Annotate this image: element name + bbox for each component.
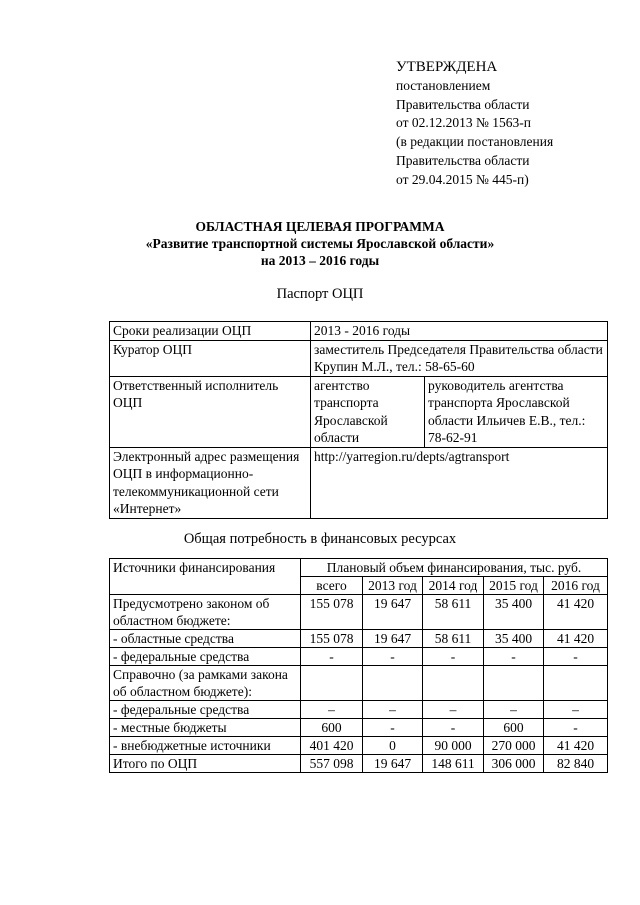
table-cell-label: Электронный адрес размещения ОЦП в информационно-телекоммуникационной сети «Интернет» (110, 447, 311, 518)
program-title-line: на 2013 – 2016 годы (260, 253, 380, 268)
table-cell-value: - (484, 648, 544, 666)
table-cell-value: 0 (363, 737, 423, 755)
table-cell-value: – (301, 701, 363, 719)
table-cell-label: - областные средства (110, 630, 301, 648)
column-header-year: 2016 год (544, 577, 608, 595)
table-cell-label: Предусмотрено законом об областном бюджете: (110, 595, 301, 630)
table-cell-value: 19 647 (363, 630, 423, 648)
column-header-source: Источники финансирования (110, 559, 301, 595)
table-cell-value (423, 666, 484, 701)
table-cell-label: Итого по ОЦП (110, 755, 301, 773)
table-cell-value: 41 420 (544, 630, 608, 648)
table-cell-value: - (423, 719, 484, 737)
table-cell-label: Куратор ОЦП (110, 340, 311, 376)
finance-heading: Общая потребность в финансовых ресурсах (183, 531, 457, 547)
table-row (110, 322, 608, 341)
table-row (110, 648, 608, 666)
table-cell-value: заместитель Председателя Правительства области Крупин М.Л., тел.: 58-65-60 (311, 340, 608, 376)
passport-table (109, 321, 608, 519)
table-row (110, 701, 608, 719)
approval-line: постановлением (396, 77, 491, 93)
column-header-total: всего (301, 577, 363, 595)
passport-heading: Паспорт ОЦП (276, 286, 364, 302)
table-cell-value: 600 (484, 719, 544, 737)
program-title-line: ОБЛАСТНАЯ ЦЕЛЕВАЯ ПРОГРАММА (195, 219, 445, 234)
approval-heading: УТВЕРЖДЕНА (396, 59, 498, 75)
table-cell-value (363, 666, 423, 701)
table-row (110, 340, 608, 376)
table-cell-value: 600 (301, 719, 363, 737)
approval-line: от 29.04.2015 № 445-п) (396, 171, 529, 187)
table-cell-value: 270 000 (484, 737, 544, 755)
table-cell-value (301, 666, 363, 701)
table-row (110, 719, 608, 737)
table-cell-value: 148 611 (423, 755, 484, 773)
table-cell-value: 19 647 (363, 755, 423, 773)
program-title-line: «Развитие транспортной системы Ярославской области» (145, 236, 495, 251)
table-cell-value: 155 078 (301, 630, 363, 648)
table-cell-value: - (544, 648, 608, 666)
table-cell-value: 35 400 (484, 595, 544, 630)
table-row (110, 737, 608, 755)
approval-line: Правительства области (396, 96, 530, 112)
table-cell-label: Ответственный исполнитель ОЦП (110, 376, 311, 447)
table-cell-value: 90 000 (423, 737, 484, 755)
table-cell-value: 82 840 (544, 755, 608, 773)
table-row (110, 447, 608, 518)
table-cell-value: 19 647 (363, 595, 423, 630)
table-cell-value: - (301, 648, 363, 666)
website-link[interactable]: http://yarregion.ru/depts/agtransport (311, 447, 608, 518)
table-cell-value (484, 666, 544, 701)
table-cell-value: – (363, 701, 423, 719)
table-cell-value: - (544, 719, 608, 737)
table-cell-value: - (363, 648, 423, 666)
column-header-year: 2013 год (363, 577, 423, 595)
table-cell-value: - (423, 648, 484, 666)
table-cell-value: 41 420 (544, 595, 608, 630)
table-cell-value: – (544, 701, 608, 719)
approval-line: от 02.12.2013 № 1563-п (396, 115, 531, 131)
table-row (110, 666, 608, 701)
column-header-plan: Плановый объем финансирования, тыс. руб. (301, 559, 608, 577)
table-cell-value: руководитель агентства транспорта Ярославской области Ильичев Е.В., тел.: 78-62-91 (425, 376, 608, 447)
table-cell-label: Справочно (за рамками закона об областном бюджете): (110, 666, 301, 701)
table-cell-label: Сроки реализации ОЦП (110, 322, 311, 341)
table-cell-label: - федеральные средства (110, 701, 301, 719)
table-cell-value: - (363, 719, 423, 737)
table-row (110, 376, 608, 447)
table-row (110, 755, 608, 773)
table-cell-value: 401 420 (301, 737, 363, 755)
table-cell-value: 155 078 (301, 595, 363, 630)
table-row (110, 595, 608, 630)
table-cell-value: 41 420 (544, 737, 608, 755)
table-cell-label: - внебюджетные источники (110, 737, 301, 755)
table-cell-label: - федеральные средства (110, 648, 301, 666)
table-cell-value: 2013 - 2016 годы (311, 322, 608, 341)
table-cell-value: 306 000 (484, 755, 544, 773)
column-header-year: 2015 год (484, 577, 544, 595)
table-cell-label: - местные бюджеты (110, 719, 301, 737)
table-cell-value: 35 400 (484, 630, 544, 648)
approval-line: Правительства области (396, 152, 530, 168)
finance-table (109, 558, 608, 773)
table-cell-value: – (484, 701, 544, 719)
table-header-row (110, 559, 608, 577)
table-cell-value: агентство транспорта Ярославской области (311, 376, 425, 447)
column-header-year: 2014 год (423, 577, 484, 595)
program-title (0, 218, 640, 269)
approval-stamp (396, 58, 553, 190)
table-cell-value: – (423, 701, 484, 719)
table-cell-value: 58 611 (423, 630, 484, 648)
table-cell-value (544, 666, 608, 701)
table-cell-value: 58 611 (423, 595, 484, 630)
table-cell-value: 557 098 (301, 755, 363, 773)
approval-line: (в редакции постановления (396, 134, 554, 150)
table-row (110, 630, 608, 648)
